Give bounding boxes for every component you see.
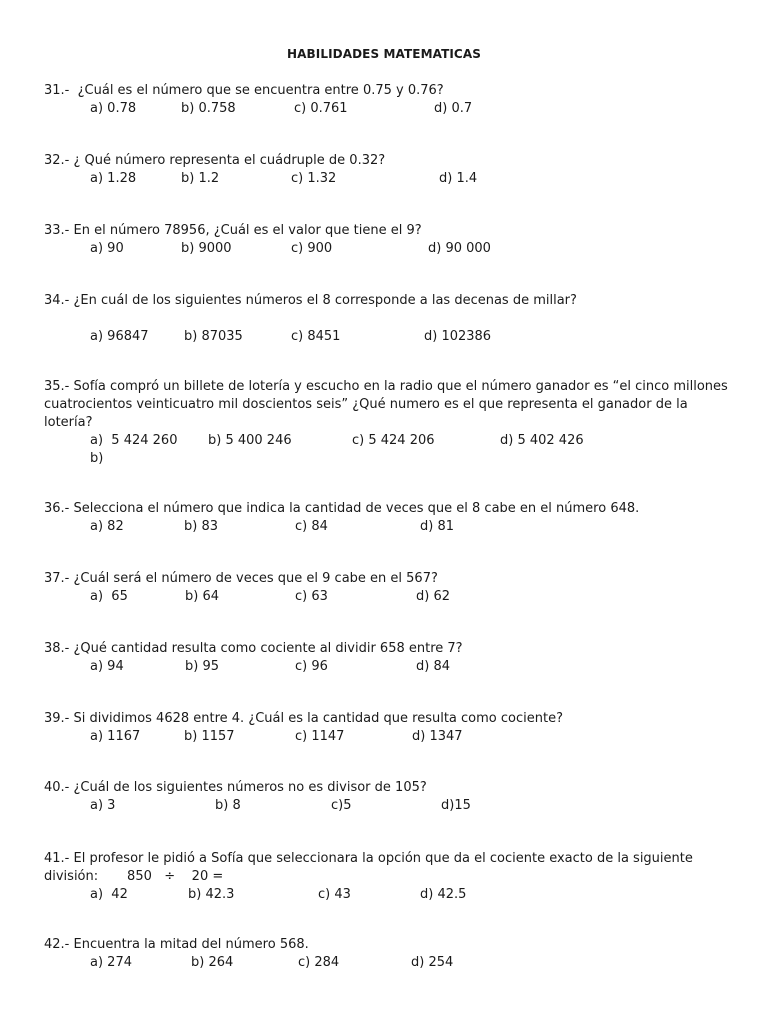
answer-option-d[interactable]: d) 90 000 [428, 241, 491, 256]
answer-option-d[interactable]: d) 42.5 [420, 887, 467, 902]
question-stem: 36.- Selecciona el número que indica la cantidad de veces que el 8 cabe en el número 648. [44, 501, 640, 516]
answer-options [44, 728, 734, 746]
answer-option-a[interactable]: a) 96847 [90, 329, 149, 344]
answer-option-c[interactable]: c) 900 [291, 241, 333, 256]
answer-option-b[interactable]: b) 87035 [184, 329, 243, 344]
answer-option-d[interactable]: d) 1.4 [439, 171, 478, 186]
answer-option-a[interactable]: a) 1.28 [90, 171, 137, 186]
answer-option-c[interactable]: c)5 [331, 798, 352, 813]
answer-option-b[interactable]: b) 1157 [184, 729, 235, 744]
spacer [44, 310, 734, 328]
question-stem: 35.- Sofía compró un billete de lotería y escucho en la radio que el número ganador es “el cinco millones cuatrocientos veinticuatro mil doscientos seis” ¿Qué numero es el que representa el ganador de la lotería? [44, 379, 732, 430]
answer-option-b[interactable]: b) 0.758 [181, 101, 236, 116]
answer-option-b[interactable]: b) 9000 [181, 241, 232, 256]
answer-options [44, 658, 734, 676]
answer-option-b[interactable]: b) 95 [185, 659, 219, 674]
question-stem: 39.- Si dividimos 4628 entre 4. ¿Cuál es la cantidad que resulta como cociente? [44, 711, 563, 726]
answer-options [44, 797, 734, 815]
question-item [44, 779, 734, 815]
answer-options [44, 432, 734, 450]
answer-options [44, 954, 734, 972]
answer-option-c[interactable]: c) 43 [318, 887, 351, 902]
answer-options [44, 328, 734, 346]
answer-option-a[interactable]: a) 274 [90, 955, 132, 970]
question-stem: 38.- ¿Qué cantidad resulta como cociente al dividir 658 entre 7? [44, 641, 463, 656]
answer-option-d[interactable]: d) 62 [416, 589, 450, 604]
answer-option-d[interactable]: d) 1347 [412, 729, 463, 744]
question-item [44, 640, 734, 676]
answer-option-a[interactable]: a) 1167 [90, 729, 141, 744]
answer-option-a[interactable]: a) 65 [90, 589, 128, 604]
question-item [44, 152, 734, 188]
answer-options [44, 240, 734, 258]
page-title: HABILIDADES MATEMATICAS [287, 47, 481, 61]
answer-option-c[interactable]: c) 96 [295, 659, 328, 674]
answer-option-b[interactable]: b) 64 [185, 589, 219, 604]
answer-option-b[interactable]: b) 83 [184, 519, 218, 534]
question-stem: 32.- ¿ Qué número representa el cuádruple de 0.32? [44, 153, 386, 168]
answer-options [44, 170, 734, 188]
answer-option-c[interactable]: c) 284 [298, 955, 340, 970]
answer-options [44, 886, 734, 904]
question-stem: 40.- ¿Cuál de los siguientes números no es divisor de 105? [44, 780, 427, 795]
question-item [44, 378, 734, 468]
answer-option-b[interactable]: b) 264 [191, 955, 234, 970]
answer-option-c[interactable]: c) 1147 [295, 729, 345, 744]
answer-option-a[interactable]: a) 0.78 [90, 101, 137, 116]
question-item [44, 82, 734, 118]
answer-option-c[interactable]: c) 8451 [291, 329, 341, 344]
answer-option-b[interactable]: b) 1.2 [181, 171, 220, 186]
answer-option-c[interactable]: c) 0.761 [294, 101, 348, 116]
answer-option-a[interactable]: a) 82 [90, 519, 124, 534]
answer-option-b[interactable]: b) 8 [215, 798, 241, 813]
answer-option-d[interactable]: d) 0.7 [434, 101, 473, 116]
answer-option-d[interactable]: d) 84 [416, 659, 450, 674]
extra-option-line: b) [90, 451, 104, 466]
answer-options [44, 588, 734, 606]
question-stem: 41.- El profesor le pidió a Sofía que seleccionara la opción que da el cociente exacto de la siguiente división: 850 ÷ 20 = [44, 851, 698, 884]
question-stem: 37.- ¿Cuál será el número de veces que el 9 cabe en el 567? [44, 571, 438, 586]
question-item [44, 850, 734, 904]
answer-options [44, 100, 734, 118]
answer-option-a[interactable]: a) 42 [90, 887, 128, 902]
answer-option-a[interactable]: a) 5 424 260 [90, 433, 178, 448]
answer-option-c[interactable]: c) 84 [295, 519, 328, 534]
answer-option-a[interactable]: a) 3 [90, 798, 116, 813]
question-stem: 31.- ¿Cuál es el número que se encuentra entre 0.75 y 0.76? [44, 83, 444, 98]
question-item [44, 292, 734, 346]
question-item [44, 710, 734, 746]
question-item [44, 222, 734, 258]
question-item [44, 570, 734, 606]
answer-option-d[interactable]: d) 254 [411, 955, 454, 970]
answer-option-d[interactable]: d) 81 [420, 519, 454, 534]
question-item [44, 936, 734, 972]
answer-option-c[interactable]: c) 5 424 206 [352, 433, 435, 448]
answer-option-d[interactable]: d)15 [441, 798, 471, 813]
question-stem: 34.- ¿En cuál de los siguientes números el 8 corresponde a las decenas de millar? [44, 293, 577, 308]
answer-option-a[interactable]: a) 90 [90, 241, 124, 256]
answer-option-c[interactable]: c) 63 [295, 589, 328, 604]
answer-option-d[interactable]: d) 5 402 426 [500, 433, 584, 448]
question-stem: 42.- Encuentra la mitad del número 568. [44, 937, 309, 952]
answer-option-a[interactable]: a) 94 [90, 659, 124, 674]
question-item [44, 500, 734, 536]
answer-option-b[interactable]: b) 42.3 [188, 887, 235, 902]
answer-option-d[interactable]: d) 102386 [424, 329, 492, 344]
question-stem: 33.- En el número 78956, ¿Cuál es el valor que tiene el 9? [44, 223, 422, 238]
answer-option-c[interactable]: c) 1.32 [291, 171, 337, 186]
answer-option-b[interactable]: b) 5 400 246 [208, 433, 292, 448]
answer-options [44, 518, 734, 536]
